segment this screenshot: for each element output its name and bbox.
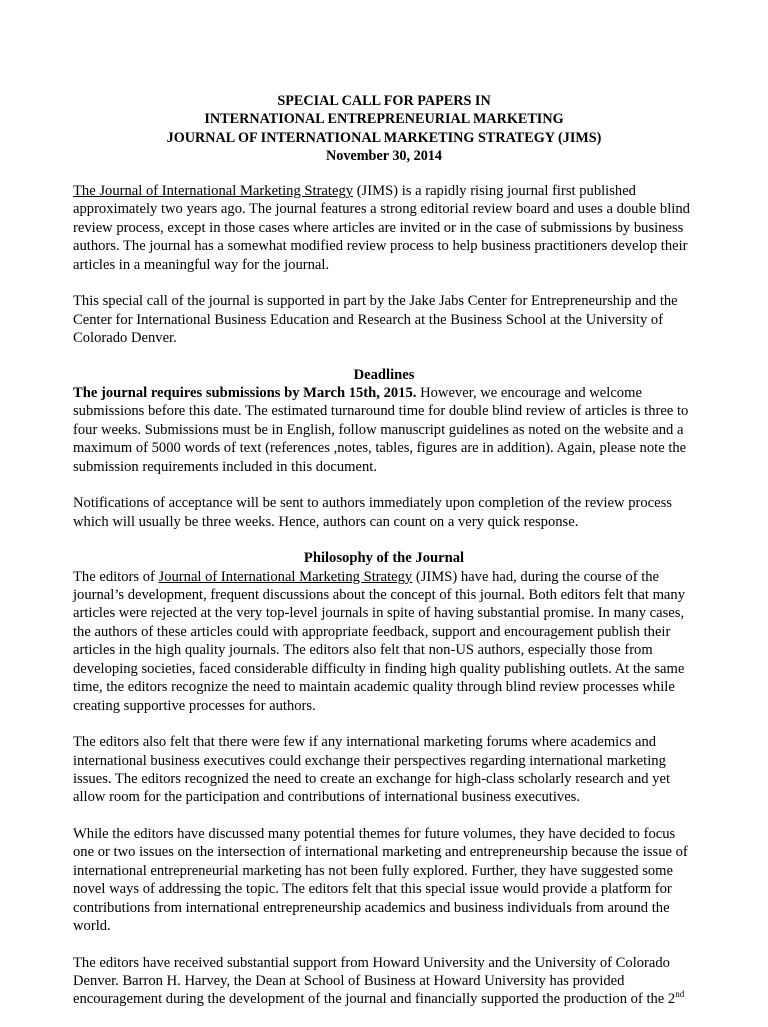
journal-name: Journal of International Marketing Strategy — [158, 568, 413, 585]
document-header — [0, 92, 768, 166]
intro-paragraph-2: This special call of the journal is supported in part by the Jake Jabs Center for Entrepreneurship and the Center for International Business Education and Research at the Business School at the University of Colorado Denver. — [73, 293, 678, 347]
deadline-date-statement: The journal requires submissions by March 15th, 2015. — [73, 385, 417, 402]
document-body — [73, 182, 695, 1027]
ordinal-superscript: nd — [675, 989, 685, 1000]
header-line-call: SPECIAL CALL FOR PAPERS IN — [277, 93, 491, 109]
header-line-topic: INTERNATIONAL ENTREPRENEURIAL MARKETING — [204, 111, 564, 128]
philosophy-paragraph-1-lead: The editors of — [73, 568, 159, 585]
philosophy-paragraph-1 — [73, 568, 695, 715]
header-line-journal: JOURNAL OF INTERNATIONAL MARKETING STRATEGY (JIMS) — [166, 129, 602, 146]
section-title-philosophy: Philosophy of the Journal — [303, 550, 465, 567]
deadlines-paragraph-1-text: However, we encourage and welcome submissions before this date. The estimated turnaround time for double blind review of articles is three to four weeks. Submissions must be in English, follow manuscript guidelines as noted on the website and a maximum of 5000 words of text (references ,notes, tables, figures are in addition). Again, please note the submission requirements included in this document. — [73, 385, 689, 475]
philosophy-paragraph-1-text: (JIMS) have had, during the course of the journal’s development, frequent discussions about the concept of this journal. Both editors felt that many articles were rejected at the very top-level journals in spite of having substantial promise. In many cases, the authors of these articles could with appropriate feedback, support and encouragement publish their articles in the high quality journals. The editors also felt that non-US authors, especially those from developing societies, faced considerable difficulty in finding high quality publishing outlets. At the same time, the editors recognize the need to maintain academic quality through blind review processes while creating supportive processes for authors. — [73, 568, 685, 714]
header-line-date: November 30, 2014 — [326, 148, 442, 165]
philosophy-paragraph-2: The editors also felt that there were few if any international marketing forums where academics and international business executives could exchange their perspectives regarding international marketing issues. The editors recognized the need to create an exchange for high-class scholarly research and yet allow room for the participation and contributions of international business executives. — [73, 734, 671, 806]
philosophy-paragraph-4-text: The editors have received substantial support from Howard University and the University of Colorado Denver. Barron H. Harvey, the Dean at School of Business at Howard University has provided encouragement during the development of the journal and financially supported the production of the 2 — [73, 954, 676, 1008]
philosophy-paragraph-3: While the editors have discussed many potential themes for future volumes, they have decided to focus one or two issues on the intersection of international marketing and entrepreneurship because the issue of international entrepreneurial marketing has not been fully explored. Further, they have suggested some novel ways of addressing the topic. The editors felt that this special issue would provide a platform for contributions from international entrepreneurship academics and business individuals from around the world. — [73, 825, 688, 934]
deadlines-paragraph-1 — [73, 384, 695, 476]
journal-name: The Journal of International Marketing Strategy — [73, 183, 354, 199]
deadlines-paragraph-2: Notifications of acceptance will be sent to authors immediately upon completion of the review process which will usually be three weeks. Hence, authors can count on a very quick response. — [73, 495, 672, 530]
intro-paragraph-1-text: (JIMS) is a rapidly rising journal first published approximately two years ago. The journal features a strong editorial review board and uses a double blind review process, except in those cases where articles are invited or in the case of submissions by business authors. The journal has a somewhat modified review process to help business practitioners develop their articles in a meaningful way for the journal. — [73, 183, 690, 273]
intro-paragraph-1 — [73, 182, 695, 274]
section-title-deadlines: Deadlines — [353, 366, 415, 383]
philosophy-paragraph-4 — [73, 954, 695, 1009]
